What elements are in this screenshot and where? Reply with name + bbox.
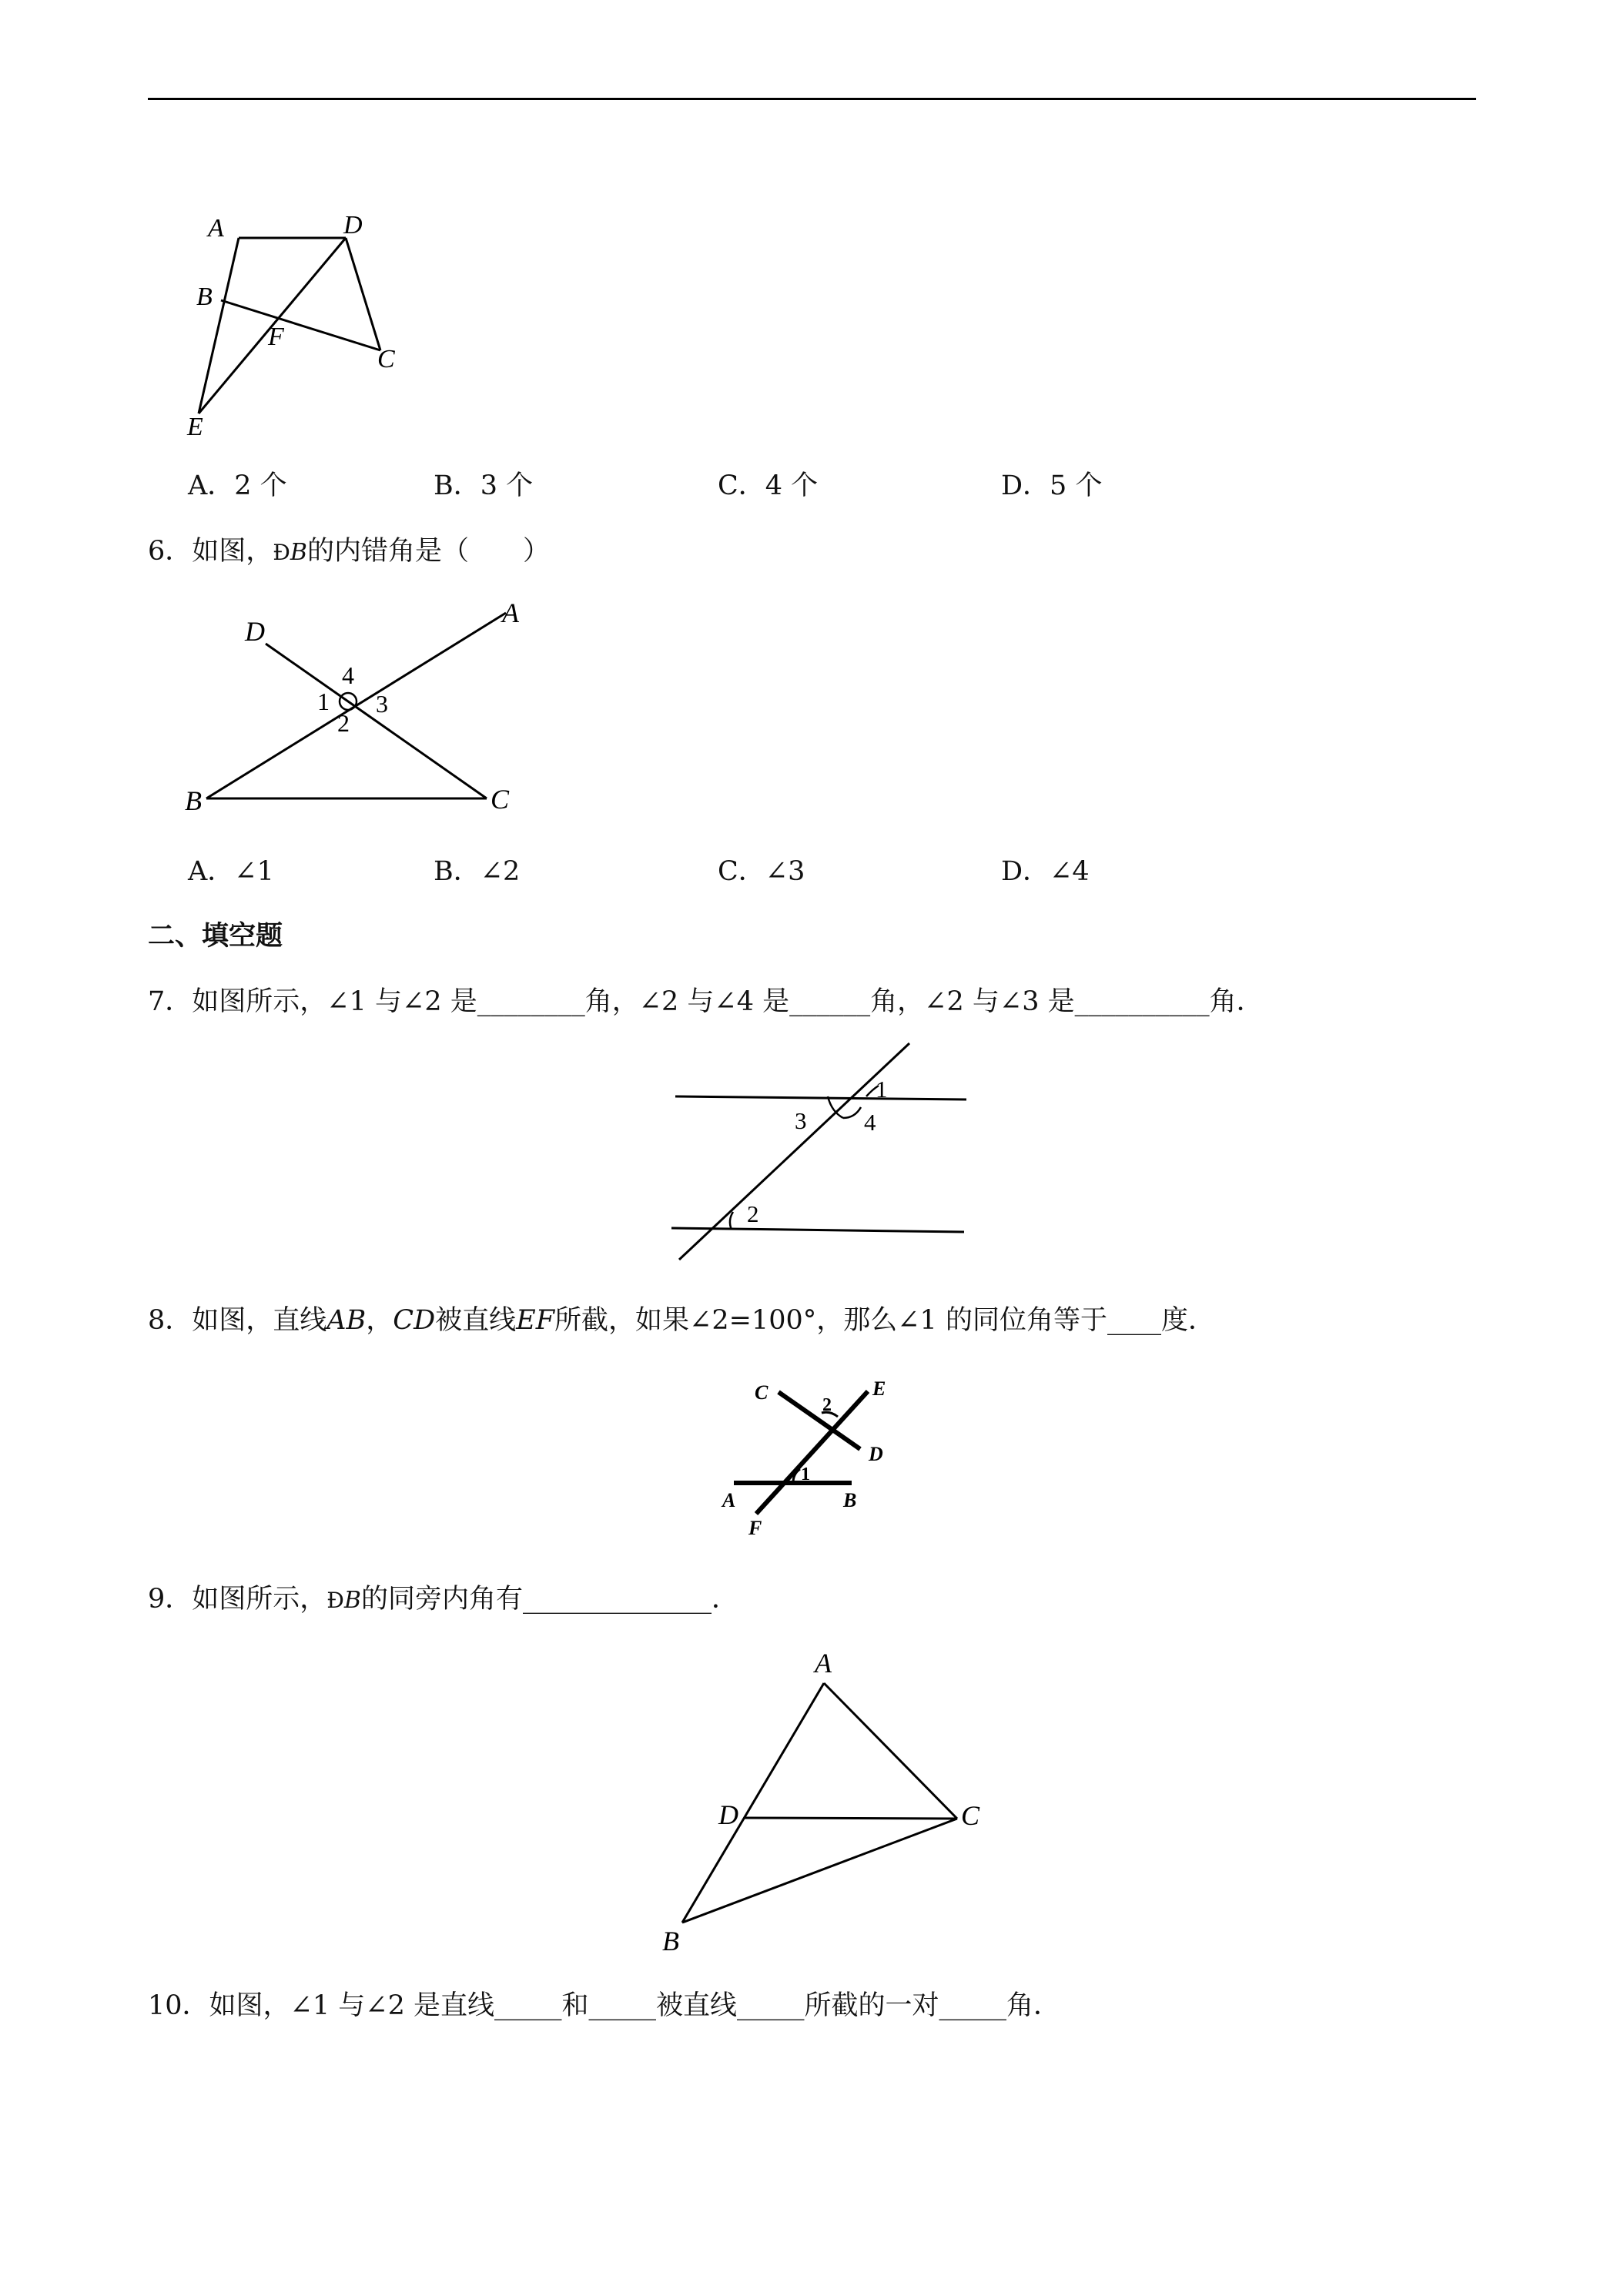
q5-label-A: A — [208, 214, 224, 243]
q8-label-D: D — [869, 1443, 883, 1465]
q8-angle-1: 1 — [801, 1464, 810, 1484]
q9-number: 9．如图所示， — [148, 1584, 327, 1615]
q8-angle-2: 2 — [822, 1395, 832, 1415]
q6-option-b: B．∠2 — [434, 856, 521, 887]
q7-angle-1: 1 — [876, 1076, 888, 1103]
q8-label-B: B — [843, 1489, 857, 1511]
segment-BC — [682, 1819, 957, 1923]
q7-angle-3: 3 — [795, 1107, 807, 1134]
q8-label-F: F — [748, 1517, 762, 1539]
q8-var-CD: CD — [393, 1305, 436, 1336]
q8-text-2: ， — [366, 1305, 393, 1336]
q6-number: 6．如图， — [148, 536, 273, 567]
q6-label-A: A — [502, 597, 519, 628]
section-2-title: 二、填空题 — [148, 920, 283, 952]
q9-angle-symbol: Ð — [326, 1588, 344, 1613]
q5-option-d: D．5 个 — [1001, 470, 1103, 501]
q8-text-1: 8．如图，直线 — [148, 1305, 327, 1336]
q5-label-B: B — [196, 283, 213, 311]
q6-angle-2: 2 — [337, 709, 350, 737]
q5-label-F: F — [268, 323, 284, 351]
q6-angle-1: 1 — [317, 688, 330, 715]
q9-var: B — [343, 1587, 361, 1614]
q7-angle-2: 2 — [747, 1200, 759, 1227]
q6-option-c: C．∠3 — [718, 856, 805, 887]
q6-var: B — [290, 539, 307, 566]
q6-label-B: B — [185, 785, 202, 816]
q9-label-A: A — [815, 1648, 832, 1678]
q6-angle-symbol: Ð — [273, 540, 290, 565]
q6-rest: 的内错角是（ ） — [306, 536, 550, 567]
q9-rest: 的同旁内角有______________． — [360, 1584, 738, 1615]
q6-label-C: C — [491, 784, 510, 815]
q6-angle-3: 3 — [376, 690, 388, 718]
segment-DC — [744, 1818, 957, 1819]
q8-label-E: E — [872, 1377, 886, 1400]
q5-label-D: D — [343, 211, 363, 239]
q6-angle-4: 4 — [342, 661, 354, 689]
q7-question: 7．如图所示，∠1 与∠2 是________角，∠2 与∠4 是______角，∠2 与∠3 是__________角． — [148, 986, 1264, 1017]
q8-text-4: 所截，如果∠2=100°，那么∠1 的同位角等于____度． — [554, 1305, 1215, 1336]
q5-option-c: C．4 个 — [718, 470, 819, 501]
q9-label-D: D — [718, 1799, 738, 1830]
q6-label-D: D — [245, 616, 265, 647]
q9-label-B: B — [662, 1926, 679, 1956]
q6-option-d: D．∠4 — [1001, 856, 1090, 887]
q6-option-a: A．∠1 — [188, 856, 274, 887]
q5-label-C: C — [377, 345, 395, 373]
q9-label-C: C — [961, 1800, 980, 1831]
q5-option-a: A．2 个 — [188, 470, 287, 501]
q10-question: 10．如图，∠1 与∠2 是直线_____和_____被直线_____所截的一对_____角． — [148, 1990, 1060, 2021]
q8-label-A: A — [722, 1489, 736, 1511]
q5-option-b: B．3 个 — [434, 470, 534, 501]
q8-label-C: C — [755, 1381, 768, 1404]
q5-label-E: E — [187, 413, 203, 441]
segment-AB — [682, 1683, 824, 1923]
q8-var-EF: EF — [516, 1305, 554, 1336]
q8-text-3: 被直线 — [435, 1305, 517, 1336]
segment-AC — [824, 1683, 957, 1819]
q7-angle-4: 4 — [864, 1109, 876, 1136]
q8-var-AB: AB — [326, 1305, 367, 1336]
